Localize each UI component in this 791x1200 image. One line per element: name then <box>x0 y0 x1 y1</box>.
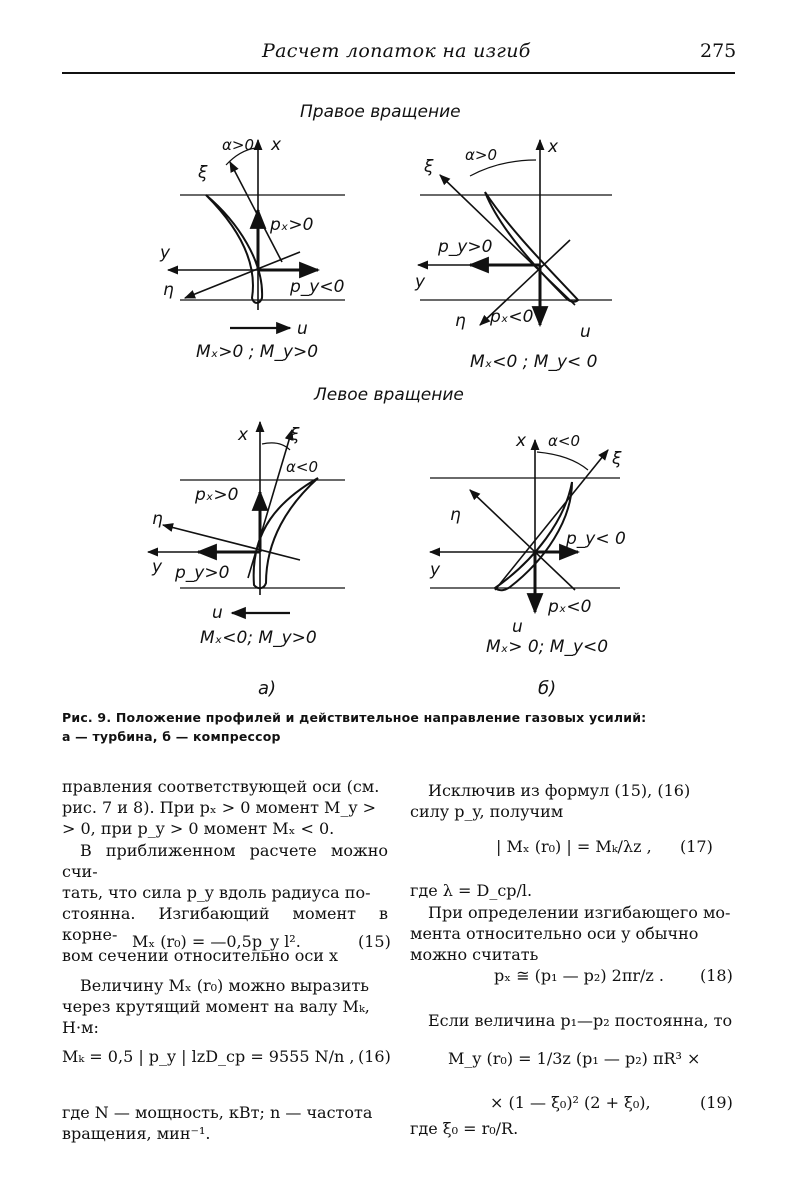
svg-text:x: x <box>548 137 559 157</box>
svg-text:ξ: ξ <box>290 425 300 445</box>
panel-bottom-left <box>148 422 345 648</box>
equation-15-number: (15) <box>358 932 391 951</box>
header-rule <box>62 72 735 74</box>
paragraph-r4: Если величина p₁—p₂ постоянна, то <box>428 1011 733 1030</box>
svg-text:pₓ>0: pₓ>0 <box>270 215 314 235</box>
paragraph-r5: где ξ₀ = r₀/R. <box>410 1119 519 1138</box>
svg-text:u: u <box>512 617 523 637</box>
xi-axis-arrow <box>495 450 608 590</box>
svg-text:p_y< 0: p_y< 0 <box>566 529 626 549</box>
running-header-title: Расчет лопаток на изгиб <box>262 40 531 62</box>
paragraph-1: правления соответствующей оси (см. рис. 7 и 8). При pₓ > 0 момент M_y > > 0, при p_y > 0 момент Mₓ < 0. <box>62 777 380 838</box>
figure-9 <box>0 90 791 710</box>
equation-19-line-1: M_y (r₀) = 1/3z (p₁ — p₂) πR³ × <box>448 1049 701 1068</box>
equation-18-number: (18) <box>700 966 733 985</box>
section-label-left-rotation: Левое вращение <box>314 385 464 405</box>
svg-text:x: x <box>271 135 282 155</box>
paragraph-4: где N — мощность, кВт; n — частота вращения, мин⁻¹. <box>62 1103 373 1143</box>
eta-axis-arrow <box>185 252 300 298</box>
panel-top-right <box>414 137 612 372</box>
svg-text:u: u <box>580 322 591 342</box>
svg-text:α>0: α>0 <box>465 146 497 164</box>
section-label-right-rotation: Правое вращение <box>300 102 461 122</box>
svg-text:p_y>0: p_y>0 <box>438 237 493 257</box>
svg-text:ξ: ξ <box>424 157 434 177</box>
equation-17-number: (17) <box>680 837 713 856</box>
blade-profile <box>254 478 318 588</box>
caption-legend: а — турбина, б — компрессор <box>62 729 281 744</box>
moment-label-bottom-left: Mₓ<0; M_y>0 <box>200 628 317 648</box>
svg-text:α>0: α>0 <box>222 136 254 154</box>
svg-text:η: η <box>163 280 174 300</box>
xi-axis-arrow <box>230 162 282 262</box>
paragraph-3: Величину Mₓ (r₀) можно выразить через крутящий момент на валу Mₖ, Н·м: <box>62 976 370 1037</box>
svg-text:η: η <box>455 311 466 331</box>
eta-axis-arrow <box>470 490 575 590</box>
paragraph-r1: Исключив из формул (15), (16) силу p_y, получим <box>410 781 691 821</box>
figure-caption <box>62 708 742 746</box>
paragraph-r3: При определении изгибающего мо- мента относительно оси y обычно можно считать <box>410 903 731 964</box>
equation-15: Mₓ (r₀) = —0,5p_y l². <box>132 932 301 951</box>
equation-16-number: (16) <box>358 1047 391 1066</box>
equation-19-number: (19) <box>700 1093 733 1112</box>
page-number: 275 <box>700 40 737 62</box>
svg-text:α<0: α<0 <box>548 432 580 450</box>
blade-profile <box>485 192 578 302</box>
svg-text:x: x <box>238 425 249 445</box>
moment-label-top-right: Mₓ<0 ; M_y< 0 <box>470 352 598 372</box>
panel-top-left <box>159 135 345 362</box>
equation-16: Mₖ = 0,5 | p_y | lzD_cp = 9555 N/n , <box>62 1047 355 1066</box>
svg-text:pₓ>0: pₓ>0 <box>195 485 239 505</box>
svg-text:η: η <box>450 505 461 525</box>
svg-text:pₓ<0: pₓ<0 <box>490 307 534 327</box>
panel-label-b: б) <box>538 678 557 699</box>
moment-label-top-left: Mₓ>0 ; M_y>0 <box>196 342 319 362</box>
svg-text:u: u <box>212 603 223 623</box>
svg-text:η: η <box>152 509 163 529</box>
svg-text:y: y <box>415 272 426 292</box>
eta-axis-arrow <box>163 525 300 560</box>
paragraph-r2: где λ = D_cp/l. <box>410 881 533 900</box>
svg-text:α<0: α<0 <box>286 458 318 476</box>
paragraph-2: В приближенном расчете можно счи- тать, что сила p_y вдоль радиуса по- стоянна. Изгибающий момент в корне- вом сечении относительно оси x <box>62 841 388 965</box>
caption-text: Положение профилей и действительное направление газовых усилий: <box>115 710 647 725</box>
moment-label-bottom-right: Mₓ> 0; M_y<0 <box>486 637 609 657</box>
panel-bottom-right <box>429 431 626 657</box>
svg-text:y: y <box>430 560 441 580</box>
svg-text:p_y>0: p_y>0 <box>175 563 230 583</box>
panel-label-a: а) <box>258 678 277 699</box>
equation-19-line-2: × (1 — ξ₀)² (2 + ξ₀), <box>490 1093 651 1112</box>
svg-text:pₓ<0: pₓ<0 <box>548 597 592 617</box>
equation-17: | Mₓ (r₀) | = Mₖ/λz , <box>496 837 652 856</box>
equation-18: pₓ ≅ (p₁ — p₂) 2πr/z . <box>494 966 664 985</box>
svg-text:x: x <box>516 431 527 451</box>
svg-text:ξ: ξ <box>198 163 208 183</box>
svg-text:y: y <box>152 557 163 577</box>
svg-text:u: u <box>297 319 308 339</box>
svg-text:p_y<0: p_y<0 <box>290 277 345 297</box>
svg-text:y: y <box>160 243 171 263</box>
caption-prefix: Рис. 9. <box>62 710 112 725</box>
svg-text:ξ: ξ <box>612 449 622 469</box>
